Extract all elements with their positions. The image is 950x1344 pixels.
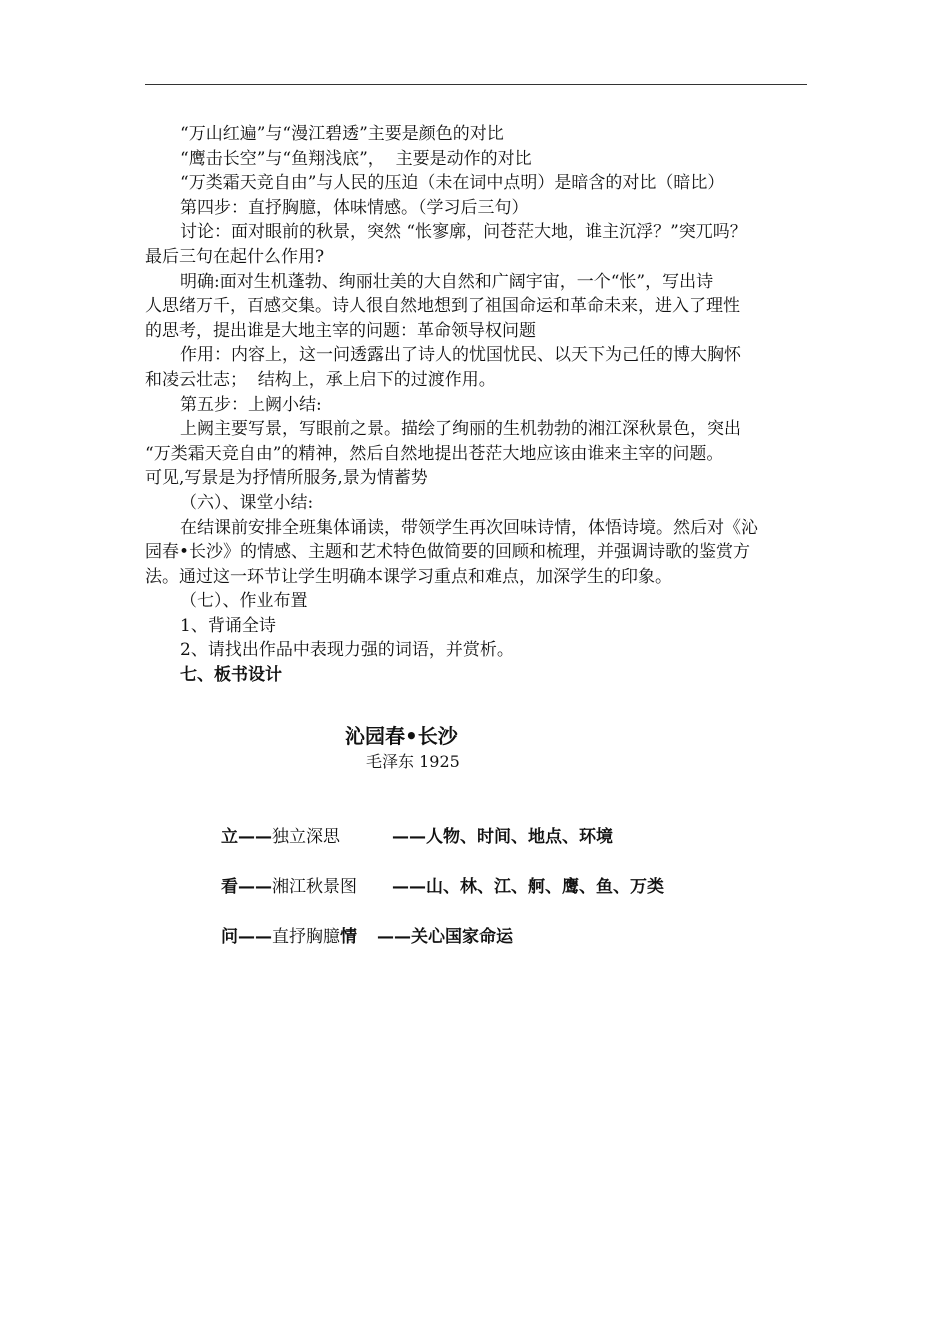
poem-author: 毛泽东 1925 [366, 752, 460, 771]
paragraph: 和凌云壮志； 结构上，承上启下的过渡作用。 [145, 369, 496, 390]
paragraph: 在结课前安排全班集体诵读，带领学生再次回味诗情，体悟诗境。然后对《沁 [180, 517, 758, 538]
paragraph: 园春•长沙》的情感、主题和艺术特色做简要的回顾和梳理，并强调诗歌的鉴赏方 [145, 542, 751, 563]
board-line [221, 872, 664, 897]
lesson-plan-body [145, 122, 825, 688]
paragraph: 最后三句在起什么作用? [145, 246, 325, 267]
board-lead: 立—— [221, 827, 272, 847]
poem-title: 沁园春•长沙 [345, 724, 458, 748]
board-line [221, 922, 513, 947]
board-mid: 独立深思 [272, 827, 340, 847]
board-line [221, 822, 613, 847]
paragraph: 法。通过这一环节让学生明确本课学习重点和难点，加深学生的印象。 [145, 566, 672, 587]
paragraph: 人思绪万千，百感交集。诗人很自然地想到了祖国命运和革命未来，进入了理性 [145, 296, 740, 317]
board-tail: ——人物、时间、地点、环境 [392, 827, 613, 847]
paragraph: 第四步：直抒胸臆，体味情感。（学习后三句） [180, 197, 529, 218]
paragraph: 第五步：上阙小结: [180, 394, 322, 415]
paragraph: 上阙主要写景，写眼前之景。描绘了绚丽的生机勃勃的湘江深秋景色，突出 [180, 419, 741, 440]
paragraph: 讨论：面对眼前的秋景，突然 “怅寥廓，问苍茫大地，谁主沉浮？”突兀吗？ [180, 222, 747, 243]
board-mid-text: 直抒胸臆 [272, 927, 340, 947]
board-tail: ——关心国家命运 [377, 927, 513, 947]
paragraph: “万山红遍”与“漫江碧透”主要是颜色的对比 [180, 124, 504, 144]
paragraph: “万类霜天竞自由”的精神，然后自然地提出苍茫大地应该由谁来主宰的问题。 [145, 443, 724, 464]
paragraph: 可见,写景是为抒情所服务,景为情蓄势 [145, 468, 428, 489]
paragraph: 2、请找出作品中表现力强的词语，并赏析。 [180, 640, 514, 661]
paragraph: （七）、作业布置 [180, 591, 308, 612]
board-tail: ——山、林、江、舸、鹰、鱼、万类 [392, 877, 664, 897]
board-lead: 问—— [221, 927, 272, 947]
paragraph: 的思考，提出谁是大地主宰的问题：革命领导权问题 [145, 320, 536, 341]
header-rule [145, 84, 807, 85]
paragraph: “鹰击长空”与“鱼翔浅底”， 主要是动作的对比 [180, 148, 532, 169]
board-mid-bold: 情 [340, 927, 357, 947]
board-mid: 湘江秋景图 [272, 877, 357, 897]
paragraph: 作用：内容上，这一问透露出了诗人的忧国忧民、以天下为己任的博大胸怀 [180, 345, 741, 366]
section-heading: 七、板书设计 [180, 665, 282, 686]
paragraph: 明确:面对生机蓬勃、绚丽壮美的大自然和广阔宇宙，一个“怅”，写出诗 [180, 271, 714, 292]
paragraph: “万类霜天竞自由”与人民的压迫（未在词中点明）是暗含的对比（暗比） [180, 173, 725, 194]
paragraph: 1、背诵全诗 [180, 615, 276, 636]
board-lead: 看—— [221, 877, 272, 897]
paragraph: （六）、课堂小结: [180, 492, 314, 513]
board-mid [272, 922, 377, 947]
